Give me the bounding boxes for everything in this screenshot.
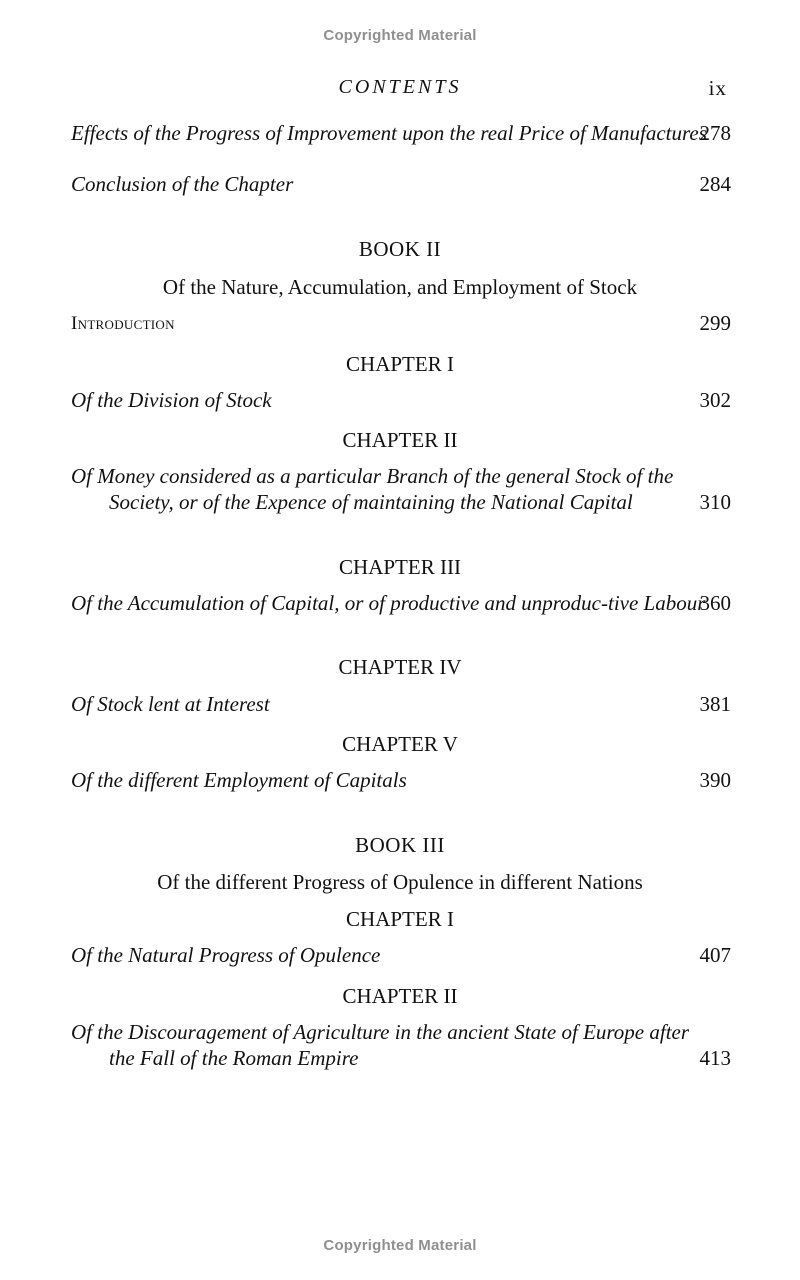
toc-entry-title: Introduction	[71, 313, 175, 334]
book-heading: BOOK III	[355, 833, 445, 857]
toc-entry-title: Conclusion of the Chapter	[71, 172, 294, 196]
toc-entry-page: 407	[699, 943, 731, 967]
chapter-heading: CHAPTER I	[346, 352, 454, 376]
book-subtitle: Of the different Progress of Opulence in different Nations	[157, 870, 643, 894]
running-head-title: CONTENTS	[338, 76, 462, 98]
toc-entry-page: 299	[699, 311, 731, 335]
toc-entry-title: Of the Accumulation of Capital, or of productive and unproduc-tive Labour	[71, 591, 706, 615]
chapter-heading: CHAPTER IV	[338, 655, 462, 679]
toc-entry-page: 310	[699, 489, 731, 514]
toc-entry-page: 284	[699, 172, 731, 196]
toc-entry-title: Of the Discouragement of Agriculture in the ancient State of Europe after the Fall of the Roman Empire	[71, 1020, 690, 1070]
toc-entry-title: Of the Natural Progress of Opulence	[71, 943, 381, 967]
toc-entry	[71, 591, 731, 617]
book-heading: BOOK II	[358, 237, 442, 261]
toc-entry	[71, 1020, 731, 1071]
toc-entry-title: Effects of the Progress of Improvement upon the real Price of Manufactures	[71, 121, 707, 145]
toc-entry	[71, 121, 731, 147]
toc-entry-title: Of the different Employment of Capitals	[71, 768, 407, 792]
chapter-heading: CHAPTER II	[342, 984, 458, 1008]
running-head	[0, 76, 800, 104]
book-subtitle: Of the Nature, Accumulation, and Employment of Stock	[162, 275, 638, 299]
page-folio: ix	[708, 76, 727, 100]
toc-entry-page: 413	[699, 1045, 731, 1070]
toc-entry	[71, 464, 731, 515]
toc-entry	[71, 692, 731, 718]
toc-entry	[71, 388, 731, 414]
toc-entry-introduction	[71, 311, 731, 337]
toc-entry-page: 278	[699, 121, 731, 145]
chapter-heading: CHAPTER II	[342, 428, 458, 452]
chapter-heading: CHAPTER III	[339, 555, 461, 579]
chapter-heading: CHAPTER V	[342, 732, 458, 756]
toc-entry	[71, 768, 731, 794]
toc-entry-page: 390	[699, 768, 731, 792]
toc-entry-page: 302	[699, 388, 731, 412]
toc-entry	[71, 172, 731, 198]
toc-entry-title: Of the Division of Stock	[71, 388, 272, 412]
toc-entry-title: Of Money considered as a particular Branch of the general Stock of the Society, or of the Expence of maintaining the National Capital	[71, 464, 674, 514]
toc-entry-page: 360	[699, 591, 731, 615]
copyright-watermark-top: Copyrighted Material	[323, 27, 477, 44]
toc-entry-title: Of Stock lent at Interest	[71, 692, 270, 716]
toc-entry	[71, 943, 731, 969]
copyright-watermark-bottom: Copyrighted Material	[323, 1237, 477, 1254]
chapter-heading: CHAPTER I	[346, 907, 454, 931]
toc-entry-page: 381	[699, 692, 731, 716]
